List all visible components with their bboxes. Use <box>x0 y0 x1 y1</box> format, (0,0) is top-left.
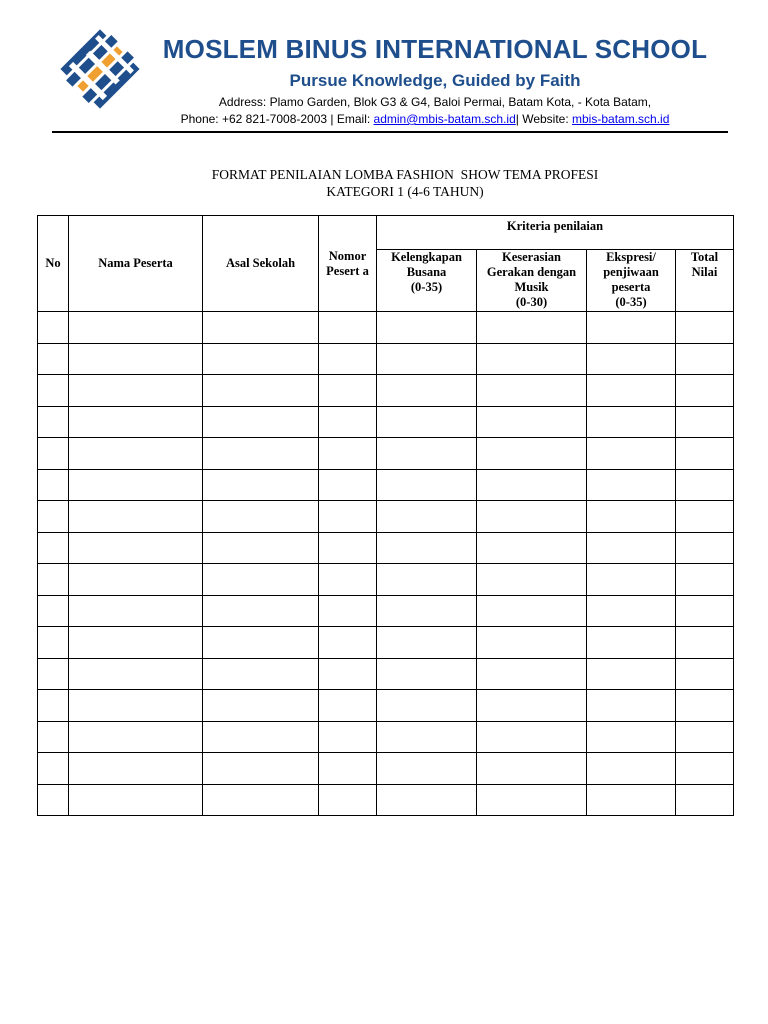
table-cell[interactable] <box>69 658 203 690</box>
school-name: MOSLEM BINUS INTERNATIONAL SCHOOL <box>162 34 708 64</box>
criteria-header: Kriteria penilaian <box>377 216 734 250</box>
table-cell[interactable] <box>676 690 734 722</box>
col-header-no: No <box>38 216 69 312</box>
table-cell[interactable] <box>38 501 69 533</box>
table-cell[interactable] <box>377 721 477 753</box>
table-cell[interactable] <box>203 501 319 533</box>
table-cell[interactable] <box>587 690 676 722</box>
table-cell[interactable] <box>69 721 203 753</box>
phone-text: Phone: +62 821-7008-2003 | Email: <box>180 112 374 126</box>
table-cell[interactable] <box>477 532 587 564</box>
table-cell[interactable] <box>377 375 477 407</box>
table-cell[interactable] <box>377 753 477 785</box>
table-cell[interactable] <box>203 312 319 344</box>
table-cell[interactable] <box>319 784 377 816</box>
table-cell[interactable] <box>377 627 477 659</box>
table-cell[interactable] <box>587 658 676 690</box>
table-cell[interactable] <box>69 343 203 375</box>
header-divider <box>52 131 728 133</box>
table-row <box>38 532 734 564</box>
table-cell[interactable] <box>69 753 203 785</box>
table-cell[interactable] <box>377 564 477 596</box>
table-cell[interactable] <box>69 595 203 627</box>
table-cell[interactable] <box>477 501 587 533</box>
criteria-name: Keserasian Gerakan dengan Musik <box>486 250 577 294</box>
table-row <box>38 595 734 627</box>
table-cell[interactable] <box>377 595 477 627</box>
criteria-range: (0-35) <box>410 280 443 294</box>
table-cell[interactable] <box>203 690 319 722</box>
table-cell[interactable] <box>38 627 69 659</box>
table-cell[interactable] <box>203 469 319 501</box>
table-cell[interactable] <box>203 784 319 816</box>
table-cell[interactable] <box>477 406 587 438</box>
table-cell[interactable] <box>587 469 676 501</box>
table-cell[interactable] <box>377 532 477 564</box>
table-cell[interactable] <box>377 501 477 533</box>
table-cell[interactable] <box>377 658 477 690</box>
table-cell[interactable] <box>203 375 319 407</box>
table-cell[interactable] <box>676 595 734 627</box>
table-row <box>38 343 734 375</box>
table-cell[interactable] <box>203 532 319 564</box>
table-row <box>38 627 734 659</box>
table-cell[interactable] <box>676 658 734 690</box>
table-cell[interactable] <box>377 406 477 438</box>
school-contact <box>130 112 720 126</box>
table-cell[interactable] <box>319 501 377 533</box>
table-cell[interactable] <box>676 343 734 375</box>
table-cell[interactable] <box>319 343 377 375</box>
table-cell[interactable] <box>319 469 377 501</box>
table-cell[interactable] <box>203 343 319 375</box>
table-cell[interactable] <box>38 375 69 407</box>
table-cell[interactable] <box>38 595 69 627</box>
table-cell[interactable] <box>477 690 587 722</box>
table-cell[interactable] <box>587 343 676 375</box>
table-cell[interactable] <box>203 753 319 785</box>
score-table <box>37 215 734 816</box>
table-cell[interactable] <box>69 627 203 659</box>
table-cell[interactable] <box>676 501 734 533</box>
table-cell[interactable] <box>38 343 69 375</box>
criteria-range: (0-30) <box>515 295 548 309</box>
table-cell[interactable] <box>477 627 587 659</box>
table-cell[interactable] <box>477 312 587 344</box>
table-body <box>38 312 734 816</box>
table-cell[interactable] <box>477 784 587 816</box>
criteria-name: Ekspresi/ penjiwaan peserta <box>603 250 659 294</box>
website-label: | Website: <box>515 112 573 126</box>
col-header-kelengkapan <box>377 250 477 312</box>
table-cell[interactable] <box>203 627 319 659</box>
table-cell[interactable] <box>377 438 477 470</box>
table-cell[interactable] <box>676 784 734 816</box>
table-cell[interactable] <box>38 690 69 722</box>
table-cell[interactable] <box>69 438 203 470</box>
table-cell[interactable] <box>319 375 377 407</box>
table-cell[interactable] <box>477 658 587 690</box>
table-cell[interactable] <box>377 690 477 722</box>
school-address: Address: Plamo Garden, Blok G3 & G4, Baloi Permai, Batam Kota, - Kota Batam, <box>218 95 652 109</box>
table-cell[interactable] <box>676 406 734 438</box>
table-cell[interactable] <box>38 532 69 564</box>
table-row <box>38 501 734 533</box>
table-cell[interactable] <box>38 753 69 785</box>
table-cell[interactable] <box>477 595 587 627</box>
table-cell[interactable] <box>69 406 203 438</box>
table-cell[interactable] <box>69 375 203 407</box>
school-tagline: Pursue Knowledge, Guided by Faith <box>289 71 581 90</box>
table-cell[interactable] <box>203 438 319 470</box>
criteria-range: (0-35) <box>615 295 647 309</box>
table-cell[interactable] <box>319 690 377 722</box>
table-cell[interactable] <box>319 532 377 564</box>
table-cell[interactable] <box>587 753 676 785</box>
table-cell[interactable] <box>676 627 734 659</box>
table-cell[interactable] <box>38 658 69 690</box>
table-cell[interactable] <box>587 501 676 533</box>
table-cell[interactable] <box>203 658 319 690</box>
table-row <box>38 375 734 407</box>
table-cell[interactable] <box>38 312 69 344</box>
table-cell[interactable] <box>319 438 377 470</box>
table-cell[interactable] <box>319 753 377 785</box>
table-cell[interactable] <box>587 784 676 816</box>
table-cell[interactable] <box>69 312 203 344</box>
col-header-asal: Asal Sekolah <box>203 216 319 312</box>
website-link[interactable]: mbis-batam.sch.id <box>572 112 670 126</box>
table-cell[interactable] <box>676 532 734 564</box>
table-cell[interactable] <box>319 658 377 690</box>
table-cell[interactable] <box>477 753 587 785</box>
criteria-name: Kelengkapan Busana <box>391 250 462 279</box>
table-cell[interactable] <box>477 564 587 596</box>
col-header-ekspresi <box>587 250 676 312</box>
table-row <box>38 690 734 722</box>
table-cell[interactable] <box>38 564 69 596</box>
table-cell[interactable] <box>69 564 203 596</box>
table-cell[interactable] <box>38 406 69 438</box>
table-row <box>38 753 734 785</box>
table-cell[interactable] <box>477 469 587 501</box>
table-cell[interactable] <box>69 690 203 722</box>
table-cell[interactable] <box>319 312 377 344</box>
table-cell[interactable] <box>587 564 676 596</box>
table-cell[interactable] <box>676 312 734 344</box>
table-row <box>38 406 734 438</box>
table-cell[interactable] <box>319 721 377 753</box>
table-cell[interactable] <box>203 721 319 753</box>
col-header-keserasian <box>477 250 587 312</box>
table-row <box>38 784 734 816</box>
table-row <box>38 564 734 596</box>
table-row <box>38 721 734 753</box>
table-cell[interactable] <box>477 375 587 407</box>
table-cell[interactable] <box>203 406 319 438</box>
table-cell[interactable] <box>676 564 734 596</box>
table-cell[interactable] <box>69 469 203 501</box>
table-cell[interactable] <box>377 784 477 816</box>
table-cell[interactable] <box>477 721 587 753</box>
table-cell[interactable] <box>319 627 377 659</box>
table-cell[interactable] <box>319 564 377 596</box>
table-cell[interactable] <box>587 627 676 659</box>
table-row <box>38 438 734 470</box>
table-cell[interactable] <box>587 595 676 627</box>
table-cell[interactable] <box>587 375 676 407</box>
table-cell[interactable] <box>676 438 734 470</box>
email-link[interactable]: admin@mbis-batam.sch.id <box>373 112 516 126</box>
table-cell[interactable] <box>587 406 676 438</box>
form-title-line1: FORMAT PENILAIAN LOMBA FASHION SHOW TEMA PROFESI <box>211 167 599 182</box>
table-cell[interactable] <box>69 784 203 816</box>
table-cell[interactable] <box>587 532 676 564</box>
table-cell[interactable] <box>676 375 734 407</box>
table-cell[interactable] <box>38 438 69 470</box>
table-cell[interactable] <box>587 312 676 344</box>
col-header-total: Total Nilai <box>676 250 734 312</box>
table-cell[interactable] <box>203 595 319 627</box>
table-cell[interactable] <box>319 595 377 627</box>
table-cell[interactable] <box>587 438 676 470</box>
form-title-line2: KATEGORI 1 (4-6 TAHUN) <box>326 184 484 199</box>
table-cell[interactable] <box>69 532 203 564</box>
table-cell[interactable] <box>69 501 203 533</box>
table-cell[interactable] <box>38 784 69 816</box>
table-cell[interactable] <box>676 721 734 753</box>
table-cell[interactable] <box>377 469 477 501</box>
table-cell[interactable] <box>477 343 587 375</box>
col-header-nomor: Nomor Pesert a <box>319 216 377 312</box>
table-cell[interactable] <box>477 438 587 470</box>
table-cell[interactable] <box>377 312 477 344</box>
table-cell[interactable] <box>377 343 477 375</box>
table-cell[interactable] <box>319 406 377 438</box>
table-row <box>38 312 734 344</box>
form-title <box>0 166 768 200</box>
col-header-nama: Nama Peserta <box>69 216 203 312</box>
table-cell[interactable] <box>203 564 319 596</box>
mbis-logo <box>48 28 152 110</box>
table-cell[interactable] <box>676 753 734 785</box>
table-cell[interactable] <box>38 721 69 753</box>
table-row <box>38 658 734 690</box>
table-cell[interactable] <box>38 469 69 501</box>
table-row <box>38 469 734 501</box>
table-cell[interactable] <box>587 721 676 753</box>
table-cell[interactable] <box>676 469 734 501</box>
